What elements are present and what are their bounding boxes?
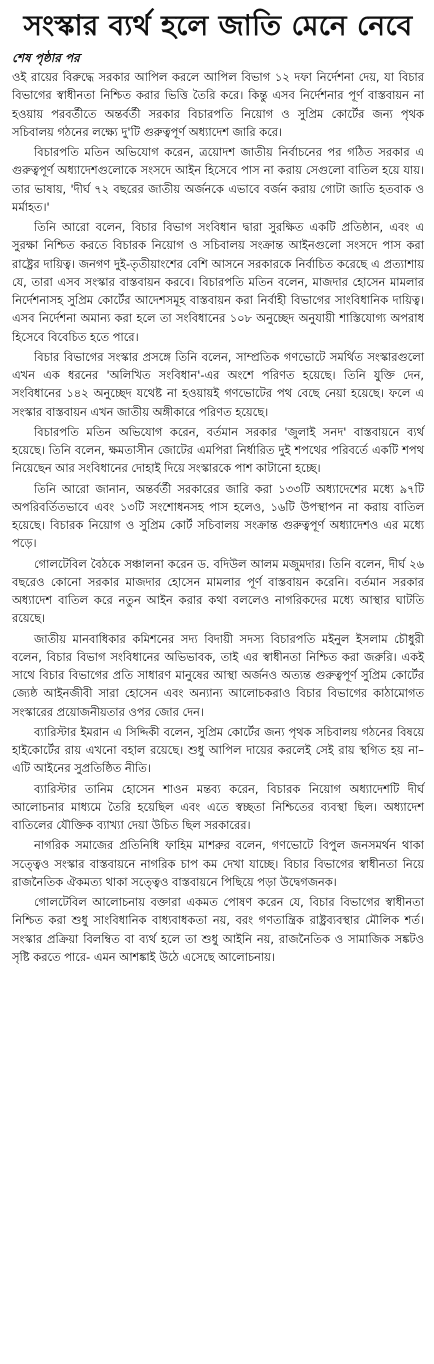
article-paragraph: তিনি আরো জানান, অন্তর্বর্তী সরকারের জারি করা ১৩৩টি অধ্যাদেশের মধ্যে ৯৭টি অপরিবর্তিতভাবে এবং ১৩টি সংশোধনসহ পাস হলেও, ১৬টি উপস্থাপন না করায় বাতিল হয়েছে। বিচারক নিয়োগ ও সুপ্রিম কোর্ট সচিবালয় সংক্রান্ত গুরুত্বপূর্ণ অধ্যাদেশও এর মধ্যে পড়ে। — [12, 481, 424, 551]
article-body — [12, 68, 424, 966]
article-paragraph: জাতীয় মানবাধিকার কমিশনের সদ্য বিদায়ী সদস্য বিচারপতি মইনুল ইসলাম চৌধুরী বলেন, বিচার বিভাগ সংবিধানের অভিভাবক, তাই এর স্বাধীনতা নিশ্চিত করা জরুরি। একই সাথে বিচার বিভাগের প্রতি সাধারণ মানুষের আস্থা অর্জনও অত্যন্ত গুরুত্বপূর্ণ সুপ্রিম কোর্টের জ্যেষ্ঠ আইনজীবী সারা হোসেন এবং অন্যান্য আলোচকরাও বিচার বিভাগের কাঠামোগত সংস্কারের প্রয়োজনীয়তার ওপর জোর দেন। — [12, 631, 424, 719]
article-paragraph: ব্যারিস্টার ইমরান এ সিদ্দিকী বলেন, সুপ্রিম কোর্টের জন্য পৃথক সচিবালয় গঠনের বিষয়ে হাইকোর্টের রায় এখনো বহাল রয়েছে। শুধু আপিল দায়ের করলেই সেই রায় স্থগিত হয় না–এটি আইনের সুপ্রতিষ্ঠিত নীতি। — [12, 724, 424, 776]
continued-from-label: শেষ পৃষ্ঠার পর — [12, 51, 80, 65]
article-paragraph: গোলটেবিল আলোচনায় বক্তারা একমত পোষণ করেন যে, বিচার বিভাগের স্বাধীনতা নিশ্চিত করা শুধু সাংবিধানিক বাধ্যবাধকতা নয়, বরং গণতান্ত্রিক রাষ্ট্রব্যবস্থার মৌলিক শর্ত। সংস্কার প্রক্রিয়া বিলম্বিত বা ব্যর্থ হলে তা শুধু আইনি নয়, রাজনৈতিক ও সামাজিক সঙ্কটও সৃষ্টি করতে পারে- এমন আশঙ্কাই উঠে এসেছে আলোচনায়। — [12, 895, 424, 964]
article-paragraph: নাগরিক সমাজের প্রতিনিধি ফাহিম মাশরুর বলেন, গণভোটে বিপুল জনসমর্থন থাকা সত্ত্বেও সংস্কার বাস্তবায়নে নাগরিক চাপ কম দেখা যাচ্ছে। বিচার বিভাগের স্বাধীনতা নিয়ে রাজনৈতিক ঐকমত্য থাকা সত্ত্বেও বাস্তবায়নে পিছিয়ে পড়া উদ্বেগজনক। — [12, 838, 424, 889]
article-paragraph: ওই রায়ের বিরুদ্ধে সরকার আপিল করলে আপিল বিভাগ ১২ দফা নির্দেশনা দেয়, যা বিচার বিভাগের স্বাধীনতা নিশ্চিত করার ভিত্তি তৈরি করে। কিন্তু এসব নির্দেশনার পূর্ণ বাস্তবায়ন না হওয়ায় পরবর্তীতে অন্তর্বর্তী সরকার বিচারপতি নিয়োগ ও সুপ্রিম কোর্টের জন্য পৃথক সচিবালয় গঠনের লক্ষ্যে দু'টি গুরুত্বপূর্ণ অধ্যাদেশ জারি করে। — [12, 70, 424, 139]
article-paragraph: বিচার বিভাগের সংস্কার প্রসঙ্গে তিনি বলেন, সাম্প্রতিক গণভোটে সমর্থিত সংস্কারগুলো এখন এক ধরনের 'অলিখিত সংবিধান'-এর অংশে পরিণত হয়েছে। তিনি যুক্তি দেন, সংবিধানের ১৪২ অনুচ্ছেদ যথেষ্ট না হওয়ায়ই গণভোটের পথ বেছে নেয়া হয়েছে। ফলে এ সংস্কার বাস্তবায়ন এখন জাতীয় অঙ্গীকারে পরিণত হয়েছে। — [12, 349, 424, 419]
article-paragraph: ব্যারিস্টার তানিম হোসেন শাওন মন্তব্য করেন, বিচারক নিয়োগ অধ্যাদেশটি দীর্ঘ আলোচনার মাধ্যমে তৈরি হয়েছিল এবং এতে স্বচ্ছতা নিশ্চিতের ব্যবস্থা ছিল। অধ্যাদেশ বাতিলের যৌক্তিক ব্যাখ্যা দেয়া উচিত ছিল সরকারের। — [12, 781, 424, 832]
article-paragraph: গোলটেবিল বৈঠকে সঞ্চালনা করেন ড. বদিউল আলম মজুমদার। তিনি বলেন, দীর্ঘ ২৬ বছরেও কোনো সরকার মাজদার হোসেন মামলার পূর্ণ বাস্তবায়ন করেনি। বর্তমান সরকার অধ্যাদেশ বাতিল করে নতুন আইন করার কথা বললেও নাগরিকদের মধ্যে আস্থার ঘাটতি রয়েছে। — [12, 556, 424, 626]
article-paragraph: তিনি আরো বলেন, বিচার বিভাগ সংবিধান দ্বারা সুরক্ষিত একটি প্রতিষ্ঠান, এবং এ সুরক্ষা নিশ্চিত করতে বিচারক নিয়োগ ও সচিবালয় সংক্রান্ত আইনগুলো সংসদে পাস করা রাষ্ট্রের দায়িত্ব। জনগণ দুই-তৃতীয়াংশের বেশি আসনে সরকারকে নির্বাচিত করেছে এ প্রত্যাশায় যে, তারা এসব সংস্কার বাস্তবায়ন করবে। বিচারপতি মতিন বলেন, মাজদার হোসেন মামলার নির্দেশনাসহ সুপ্রিম কোর্টের আদেশসমূহ বাস্তবায়ন করা নির্বাহী বিভাগের সাংবিধানিক দায়িত্ব। এসব নির্দেশনা অমান্য করা হলে তা সংবিধানের ১০৮ অনুচ্ছেদ অনুযায়ী শাস্তিযোগ্য অপরাধ হিসেবে বিবেচিত হতে পারে। — [12, 220, 424, 344]
article-paragraph: বিচারপতি মতিন অভিযোগ করেন, ত্রয়োদশ জাতীয় নির্বাচনের পর গঠিত সরকার এ গুরুত্বপূর্ণ অধ্যাদেশগুলোকে সংসদে আইন হিসেবে পাস না করায় সেগুলো বাতিল হয়ে যায়। তার ভাষায়, 'দীর্ঘ ৭২ বছরের জাতীয় অর্জনকে এভাবে বর্জন করায় গোটা জাতি হতবাক ও মর্মাহত।' — [12, 145, 424, 214]
article-paragraph: বিচারপতি মতিন অভিযোগ করেন, বর্তমান সরকার 'জুলাই সনদ' বাস্তবায়নে ব্যর্থ হয়েছে। তিনি বলেন, ক্ষমতাসীন জোটের এমপিরা নির্ধারিত দুই শপথের পরিবর্তে একটি শপথ নিয়েছেন আর সংবিধানের দোহাই দিয়ে সংস্কারকে পাশ কাটানো হচ্ছে। — [12, 424, 424, 476]
article-headline: সংস্কার ব্যর্থ হলে জাতি মেনে নেবে — [23, 9, 413, 42]
